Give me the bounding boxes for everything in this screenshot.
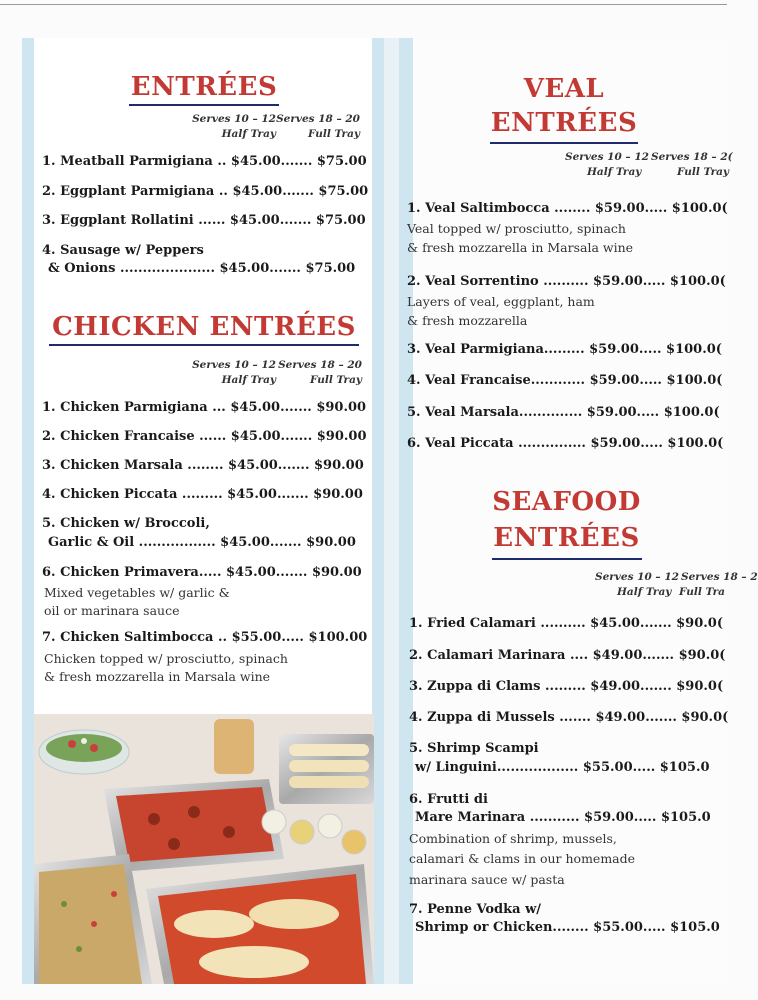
half-tray-label: Half Tray	[587, 166, 642, 178]
menu-page-left	[22, 38, 384, 984]
menu-item: 4. Sausage w/ Peppers	[42, 243, 204, 258]
item-description: Layers of veal, eggplant, ham	[407, 294, 595, 309]
menu-item: 6. Veal Piccata ............... $59.00..... $100.0(	[407, 436, 724, 451]
food-trays-illustration	[34, 714, 374, 984]
page-border-left	[22, 38, 34, 984]
entrees-title: ENTRÉES	[130, 72, 278, 102]
menu-item: 3. Zuppa di Clams ......... $49.00....... $90.0(	[409, 679, 724, 694]
heading-underline	[492, 558, 642, 560]
menu-item: 7. Chicken Saltimbocca .. $55.00..... $100.00	[42, 630, 368, 645]
chicken-title: CHICKEN ENTRÉES	[52, 312, 356, 342]
catering-food-photo	[34, 714, 374, 984]
serves-small: Serves 10 – 12	[192, 359, 276, 371]
serves-small: Serves 10 – 12	[595, 571, 679, 583]
menu-item: 3. Chicken Marsala ........ $45.00....... $90.00	[42, 458, 364, 473]
serves-small: Serves 10 – 12	[565, 151, 649, 163]
full-tray-label: Full Tray	[307, 128, 360, 140]
entrees-serves-header	[22, 112, 384, 144]
scan-top-edge	[0, 4, 727, 5]
item-description: oil or marinara sauce	[44, 603, 180, 618]
item-description: Mixed vegetables w/ garlic &	[44, 585, 230, 600]
half-tray-label: Half Tray	[221, 128, 276, 140]
seafood-heading	[479, 484, 654, 560]
menu-fold	[384, 38, 399, 984]
menu-item: 1. Meatball Parmigiana .. $45.00....... $75.00	[42, 154, 367, 169]
menu-item: 6. Frutti di	[409, 792, 488, 807]
menu-item: 2. Eggplant Parmigiana .. $45.00....... $75.00	[42, 184, 369, 199]
veal-serves-header	[399, 150, 739, 182]
chicken-serves-header	[22, 358, 384, 390]
seafood-title-line1: SEAFOOD	[492, 487, 641, 517]
full-tray-label: Full Tra	[679, 586, 725, 598]
serves-large: Serves 18 – 2	[681, 571, 758, 583]
menu-item: 3. Veal Parmigiana......... $59.00..... $100.0(	[407, 342, 722, 357]
veal-title-line1: VEAL	[523, 74, 605, 104]
menu-item: 2. Calamari Marinara .... $49.00....... $90.0(	[409, 648, 726, 663]
menu-item: 6. Chicken Primavera..... $45.00....... $90.00	[42, 565, 362, 580]
menu-item: 5. Shrimp Scampi	[409, 741, 539, 756]
menu-item: 1. Chicken Parmigiana ... $45.00....... $90.00	[42, 400, 367, 415]
half-tray-label: Half Tray	[617, 586, 672, 598]
menu-page-right	[399, 38, 758, 984]
heading-underline	[49, 344, 359, 346]
heading-underline	[129, 104, 279, 106]
menu-item-cont: Garlic & Oil ................. $45.00....... $90.00	[48, 535, 356, 550]
item-description: Veal topped w/ prosciutto, spinach	[407, 221, 626, 236]
menu-item-cont: & Onions ..................... $45.00....... $75.00	[48, 261, 356, 276]
item-description: & fresh mozzarella in Marsala wine	[407, 240, 634, 255]
menu-item: 7. Penne Vodka w/	[409, 902, 542, 917]
heading-underline	[490, 142, 638, 144]
item-description: Chicken topped w/ prosciutto, spinach	[44, 651, 288, 666]
serves-large: Serves 18 – 20	[278, 359, 362, 371]
menu-item: 4. Zuppa di Mussels ....... $49.00....... $90.0(	[409, 710, 729, 725]
item-description: Combination of shrimp, mussels,	[409, 831, 617, 846]
serves-small: Serves 10 – 12	[192, 113, 276, 125]
menu-item-cont: w/ Linguini.................. $55.00..... $105.0	[415, 760, 710, 775]
menu-item: 5. Veal Marsala.............. $59.00..... $100.0(	[407, 405, 720, 420]
full-tray-label: Full Tray	[309, 374, 362, 386]
menu-item: 1. Fried Calamari .......... $45.00....... $90.0(	[409, 616, 723, 631]
chicken-heading	[34, 312, 374, 346]
menu-item: 1. Veal Saltimbocca ........ $59.00..... $100.0(	[407, 201, 728, 216]
full-tray-label: Full Tray	[677, 166, 730, 178]
seafood-title-line2: ENTRÉES	[493, 523, 640, 553]
menu-item: 4. Veal Francaise............ $59.00..... $100.0(	[407, 373, 723, 388]
serves-large: Serves 18 – 20	[276, 113, 360, 125]
half-tray-label: Half Tray	[221, 374, 276, 386]
veal-title-line2: ENTRÉES	[490, 108, 638, 138]
serves-large: Serves 18 – 2(	[651, 151, 733, 163]
veal-heading	[489, 72, 639, 144]
seafood-serves-header	[399, 570, 758, 602]
entrees-heading	[34, 72, 374, 106]
menu-item: 2. Veal Sorrentino .......... $59.00..... $100.0(	[407, 274, 726, 289]
item-description: calamari & clams in our homemade	[409, 851, 636, 866]
menu-item: 3. Eggplant Rollatini ...... $45.00....... $75.00	[42, 213, 366, 228]
item-description: marinara sauce w/ pasta	[409, 872, 565, 887]
menu-item: 4. Chicken Piccata ......... $45.00....... $90.00	[42, 487, 363, 502]
item-description: & fresh mozzarella in Marsala wine	[44, 669, 271, 684]
menu-item: 2. Chicken Francaise ...... $45.00....... $90.00	[42, 429, 367, 444]
menu-item-cont: Mare Marinara ........... $59.00..... $105.0	[415, 810, 711, 825]
menu-item: 5. Chicken w/ Broccoli,	[42, 516, 210, 531]
menu-item-cont: Shrimp or Chicken........ $55.00..... $105.0	[415, 920, 720, 935]
item-description: & fresh mozzarella	[407, 313, 528, 328]
